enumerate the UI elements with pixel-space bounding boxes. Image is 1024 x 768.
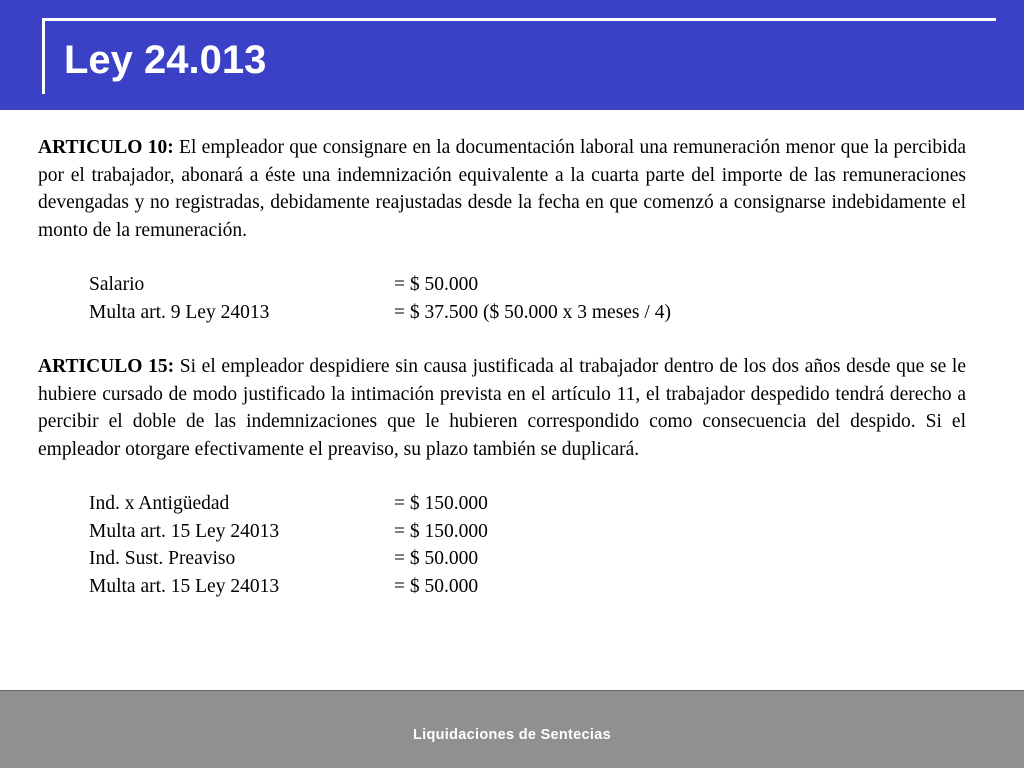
article-15-calculation <box>38 490 966 600</box>
slide-content <box>38 134 966 627</box>
calc-row <box>38 545 966 573</box>
calc-label: Multa art. 15 Ley 24013 <box>89 520 280 542</box>
calc-row <box>38 299 966 327</box>
calc-row <box>38 490 966 518</box>
calc-label: Multa art. 9 Ley 24013 <box>89 301 270 323</box>
calc-value: = $ 50.000 <box>394 274 479 295</box>
article-10-heading: ARTICULO 10: <box>38 137 174 158</box>
article-15-text: Si el empleador despidiere sin causa justificada al trabajador dentro de los dos años desde que se le hubiere cursado de modo justificado la intimación prevista en el artículo 11, el trabajador despedido tendrá derecho a percibir el doble de las indemnizaciones que le hubieren correspondido como consecuencia del despido. Si el empleador otorgare efectivamente el preaviso, su plazo también se duplicará. <box>38 356 966 460</box>
article-10-paragraph <box>38 134 966 244</box>
calc-row <box>38 518 966 546</box>
calc-value: = $ 50.000 <box>394 575 479 597</box>
calc-value: = $ 150.000 <box>394 493 488 514</box>
article-10-calculation <box>38 271 966 326</box>
page-title: Ley 24.013 <box>64 38 267 82</box>
calc-label: Salario <box>89 274 145 295</box>
header-side-line <box>42 18 45 94</box>
footer-bar <box>0 690 1024 768</box>
calc-label: Multa art. 15 Ley 24013 <box>89 575 280 597</box>
footer-text: Liquidaciones de Sentecias <box>413 727 611 743</box>
header-bar <box>0 0 1024 110</box>
article-15-paragraph <box>38 353 966 463</box>
calc-value: = $ 50.000 <box>394 548 479 569</box>
calc-row <box>38 271 966 299</box>
calc-label: Ind. Sust. Preaviso <box>89 548 236 569</box>
article-10-text: El empleador que consignare en la documentación laboral una remuneración menor que la percibida por el trabajador, abonará a éste una indemnización equivalente a la cuarta parte del importe de las remuneraciones devengadas y no registradas, debidamente reajustadas desde la fecha en que comenzó a consignarse indebidamente el monto de la remuneración. <box>38 137 966 241</box>
article-15-heading: ARTICULO 15: <box>38 356 175 377</box>
calc-value: = $ 37.500 ($ 50.000 x 3 meses / 4) <box>394 301 671 323</box>
calc-value: = $ 150.000 <box>394 520 488 542</box>
header-divider-line <box>42 18 996 21</box>
calc-label: Ind. x Antigüedad <box>89 493 230 514</box>
calc-row <box>38 573 966 601</box>
